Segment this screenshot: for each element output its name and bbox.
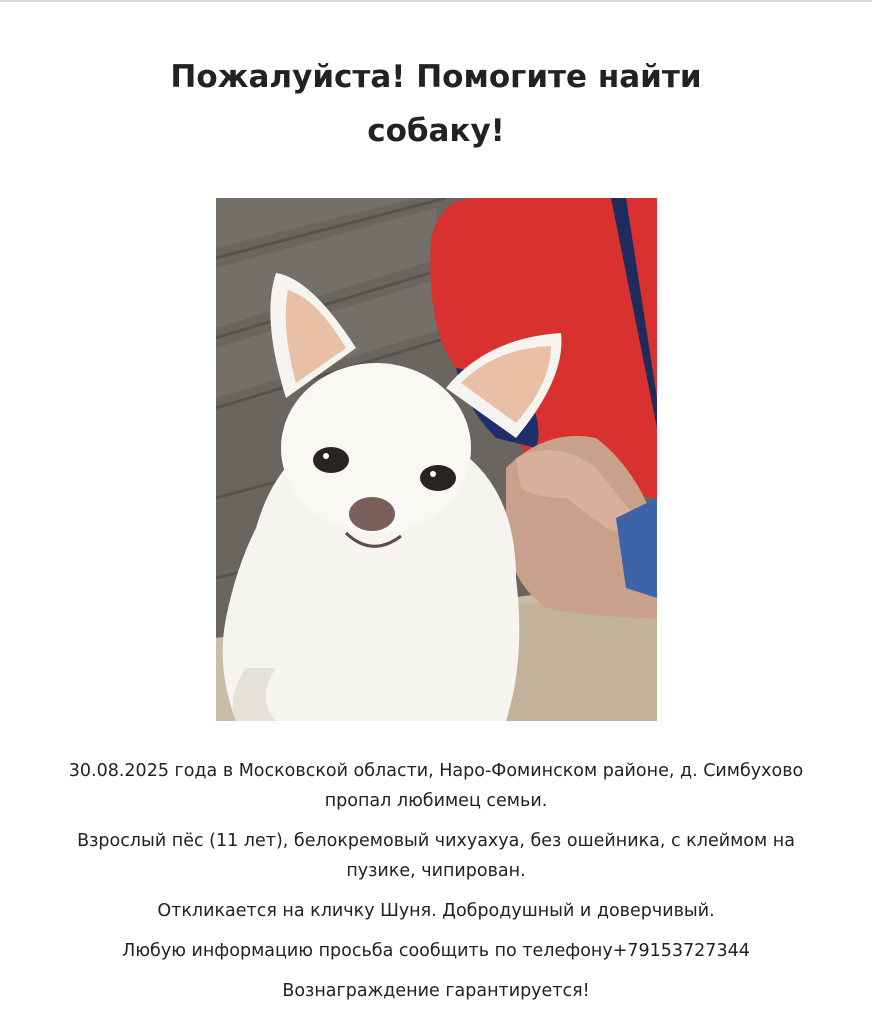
paragraph-dog-description: Взрослый пёс (11 лет), белокремовый чихуахуа, без ошейника, с клеймом на пузике, чипирован. xyxy=(77,831,795,881)
dog-photo xyxy=(216,198,657,721)
paragraph-date-location: 30.08.2025 года в Московской области, Наро-Фоминском районе, д. Симбухово пропал любимец семьи. xyxy=(68,761,804,811)
page-title: Пожалуйста! Помогите найти собаку! xyxy=(170,59,702,149)
paragraph-dog-name: Откликается на кличку Шуня. Добродушный и доверчивый. xyxy=(157,901,715,921)
paragraph-reward: Вознаграждение гарантируется! xyxy=(282,981,590,1001)
top-border xyxy=(0,0,872,2)
description xyxy=(40,756,832,1016)
paragraph-contact-phone: Любую информацию просьба сообщить по телефону+79153727344 xyxy=(122,941,750,961)
